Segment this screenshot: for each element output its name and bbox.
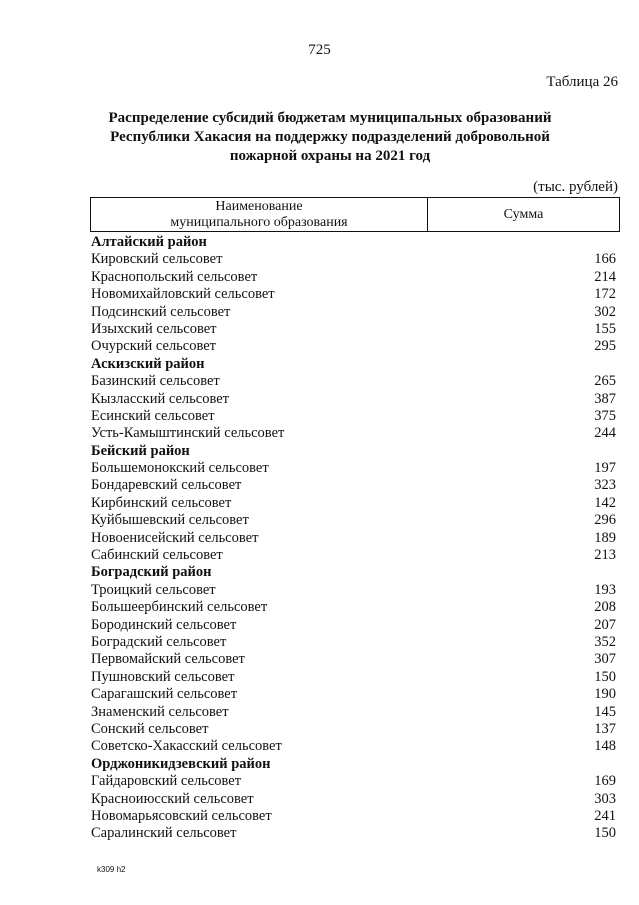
subsidy-amount: 169	[594, 773, 616, 790]
subsidy-amount: 148	[594, 738, 616, 755]
group-title: Аскизский район	[91, 355, 205, 372]
municipality-name: Кызласский сельсовет	[91, 390, 229, 407]
table-row	[91, 304, 616, 321]
group-heading	[91, 234, 616, 251]
table-row	[91, 408, 616, 425]
header-name-line: Наименование	[215, 199, 303, 214]
subsidy-amount: 323	[594, 477, 616, 494]
group-title: Бейский район	[91, 442, 190, 459]
subsidy-amount: 208	[594, 599, 616, 616]
table-row	[91, 825, 616, 842]
group-title: Алтайский район	[91, 234, 207, 250]
subsidy-amount: 303	[594, 790, 616, 807]
subsidy-amount: 193	[594, 581, 616, 598]
table-row	[91, 634, 616, 651]
municipality-name: Бородинский сельсовет	[91, 616, 237, 633]
subsidy-amount: 207	[594, 616, 616, 633]
group-heading	[91, 756, 616, 773]
municipality-name: Сарагашский сельсовет	[91, 686, 238, 703]
table-row	[91, 791, 616, 808]
document-title	[95, 109, 565, 166]
table-row	[91, 477, 616, 494]
title-line: пожарной охраны на 2021 год	[229, 148, 431, 164]
table-row	[91, 547, 616, 564]
municipality-name: Подсинский сельсовет	[91, 303, 231, 320]
subsidy-amount: 150	[594, 825, 616, 842]
table-row	[91, 338, 616, 355]
municipality-name: Есинский сельсовет	[91, 407, 215, 424]
municipality-name: Пушновский сельсовет	[91, 668, 235, 685]
group-heading	[91, 443, 616, 460]
subsidy-amount: 150	[594, 668, 616, 685]
municipality-name: Куйбышевский сельсовет	[91, 512, 249, 529]
subsidy-amount: 244	[594, 425, 616, 442]
municipality-name: Троицкий сельсовет	[91, 581, 216, 598]
subsidy-amount: 166	[594, 251, 616, 268]
subsidy-amount: 302	[594, 303, 616, 320]
subsidy-amount: 375	[594, 407, 616, 424]
table-row	[91, 738, 616, 755]
table-row	[91, 773, 616, 790]
table-row	[91, 269, 616, 286]
subsidy-amount: 387	[594, 390, 616, 407]
municipality-name: Советско-Хакасский сельсовет	[91, 738, 282, 755]
municipality-name: Очурский сельсовет	[91, 338, 217, 355]
subsidy-amount: 172	[594, 286, 616, 303]
table-body	[91, 234, 616, 843]
header-sum-cell: Сумма	[503, 207, 544, 222]
group-title: Орджоникидзевский район	[91, 755, 271, 772]
table-row	[91, 651, 616, 668]
municipality-name: Краснопольский сельсовет	[91, 268, 258, 285]
municipality-name: Усть-Камыштинский сельсовет	[91, 425, 285, 442]
units-label: (тыс. рублей)	[533, 179, 618, 195]
table-row	[91, 599, 616, 616]
municipality-name: Красноиюсский сельсовет	[91, 790, 254, 807]
table-row	[91, 704, 616, 721]
header-name-line: муниципального образования	[170, 215, 348, 230]
table-row	[91, 373, 616, 390]
table-row	[91, 721, 616, 738]
municipality-name: Большемонокский сельсовет	[91, 460, 269, 477]
subsidy-amount: 265	[594, 373, 616, 390]
table-row	[91, 808, 616, 825]
subsidy-amount: 352	[594, 633, 616, 650]
table-row	[91, 425, 616, 442]
municipality-name: Базинский сельсовет	[91, 373, 220, 390]
subsidy-amount: 189	[594, 529, 616, 546]
subsidy-amount: 197	[594, 460, 616, 477]
table-row	[91, 460, 616, 477]
municipality-name: Сабинский сельсовет	[91, 547, 223, 564]
municipality-name: Первомайский сельсовет	[91, 651, 245, 668]
subsidy-amount: 296	[594, 512, 616, 529]
subsidy-amount: 155	[594, 320, 616, 337]
subsidy-amount: 142	[594, 494, 616, 511]
municipality-name: Кировский сельсовет	[91, 251, 223, 268]
header-name-cell	[91, 198, 428, 231]
municipality-name: Кирбинский сельсовет	[91, 494, 232, 511]
municipality-name: Новомарьясовский сельсовет	[91, 807, 272, 824]
municipality-name: Сонский сельсовет	[91, 720, 209, 737]
group-heading	[91, 356, 616, 373]
table-row	[91, 321, 616, 338]
table-row	[91, 251, 616, 268]
municipality-name: Знаменский сельсовет	[91, 703, 229, 720]
subsidy-amount: 214	[594, 268, 616, 285]
group-title: Боградский район	[91, 564, 212, 581]
title-line: Распределение субсидий бюджетам муниципальных образований	[108, 110, 552, 126]
municipality-name: Новомихайловский сельсовет	[91, 286, 275, 303]
municipality-name: Гайдаровский сельсовет	[91, 773, 242, 790]
table-label: Таблица 26	[546, 74, 618, 90]
subsidy-amount: 307	[594, 651, 616, 668]
subsidy-amount: 145	[594, 703, 616, 720]
table-row	[91, 512, 616, 529]
title-line: Республики Хакасия на поддержку подразделений добровольной	[110, 129, 550, 145]
subsidy-amount: 213	[594, 547, 616, 564]
footer-code: k309 h2	[97, 865, 126, 874]
table-row	[91, 617, 616, 634]
table-header	[90, 197, 620, 232]
page-number: 725	[308, 42, 331, 58]
group-heading	[91, 564, 616, 581]
municipality-name: Боградский сельсовет	[91, 633, 227, 650]
table-row	[91, 686, 616, 703]
subsidy-amount: 295	[594, 338, 616, 355]
municipality-name: Большеербинский сельсовет	[91, 599, 268, 616]
municipality-name: Новоенисейский сельсовет	[91, 529, 259, 546]
table-row	[91, 669, 616, 686]
table-row	[91, 582, 616, 599]
municipality-name: Изыхский сельсовет	[91, 320, 217, 337]
municipality-name: Бондаревский сельсовет	[91, 477, 242, 494]
table-row	[91, 391, 616, 408]
subsidy-amount: 190	[594, 686, 616, 703]
table-row	[91, 530, 616, 547]
subsidy-amount: 241	[594, 807, 616, 824]
municipality-name: Саралинский сельсовет	[91, 825, 237, 842]
table-row	[91, 495, 616, 512]
subsidy-amount: 137	[594, 720, 616, 737]
table-row	[91, 286, 616, 303]
